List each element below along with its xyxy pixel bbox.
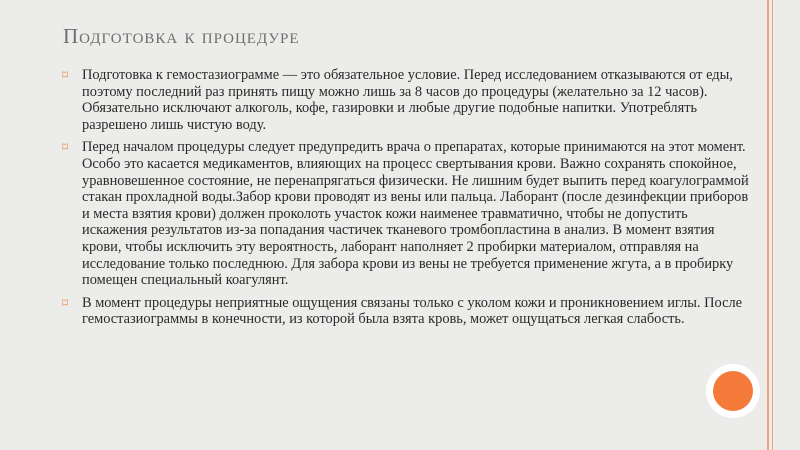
bullet-text: В момент процедуры неприятные ощущения связаны только с уколом кожи и проникновением иглы. После гемостазиограммы в конечности, из которой была взята кровь, может ощущаться легкая слабость. (82, 294, 743, 328)
decorative-vertical-line-thin (772, 0, 773, 450)
bullet-text: Перед началом процедуры следует предупредить врача о препаратах, которые принимаются на этот момент. Особо это касается медикаментов, влияющих на процесс свертывания крови. Важно сохранять спокойное, уравновешенное состояние, не перенапрягаться физически. Не лишним будет выпить перед коагулограммой стакан прохладной воды.Забор крови проводят из вены или пальца. Лаборант (после дезинфекции приборов и места взятия крови) должен проколоть участок кожи наименее травматично, чтобы не допустить искажения результатов из-за попадания частичек тканевого тромбопластина в анализ. В момент взятия крови, чтобы исключить эту вероятность, лаборант наполняет 2 пробирки материалом, отправляя на исследование только последнюю. Для забора крови из вены не требуется применение жгута, а в пробирку помещен специальный коагулянт. (82, 139, 749, 289)
bullet-item (62, 295, 752, 328)
slide-title: Подготовка к процедуре (63, 24, 300, 48)
bullet-marker-icon: ⌑ (62, 295, 69, 310)
bullet-text: Подготовка к гемостазиограмме — это обязательное условие. Перед исследованием отказываются от еды, поэтому последний раз принять пищу можно лишь за 8 часов до процедуры (желательно за 12 часов). Обязательно исключают алкоголь, кофе, газировки и любые другие подобные напитки. Употреблять разрешено лишь чистую воду. (82, 67, 733, 133)
bullet-marker-icon: ⌑ (62, 140, 69, 155)
bullet-item (62, 139, 752, 288)
bullet-list (62, 67, 752, 334)
decorative-circle-inner (713, 371, 753, 411)
bullet-marker-icon: ⌑ (62, 68, 69, 82)
bullet-item (62, 67, 752, 133)
decorative-vertical-line (767, 0, 769, 450)
